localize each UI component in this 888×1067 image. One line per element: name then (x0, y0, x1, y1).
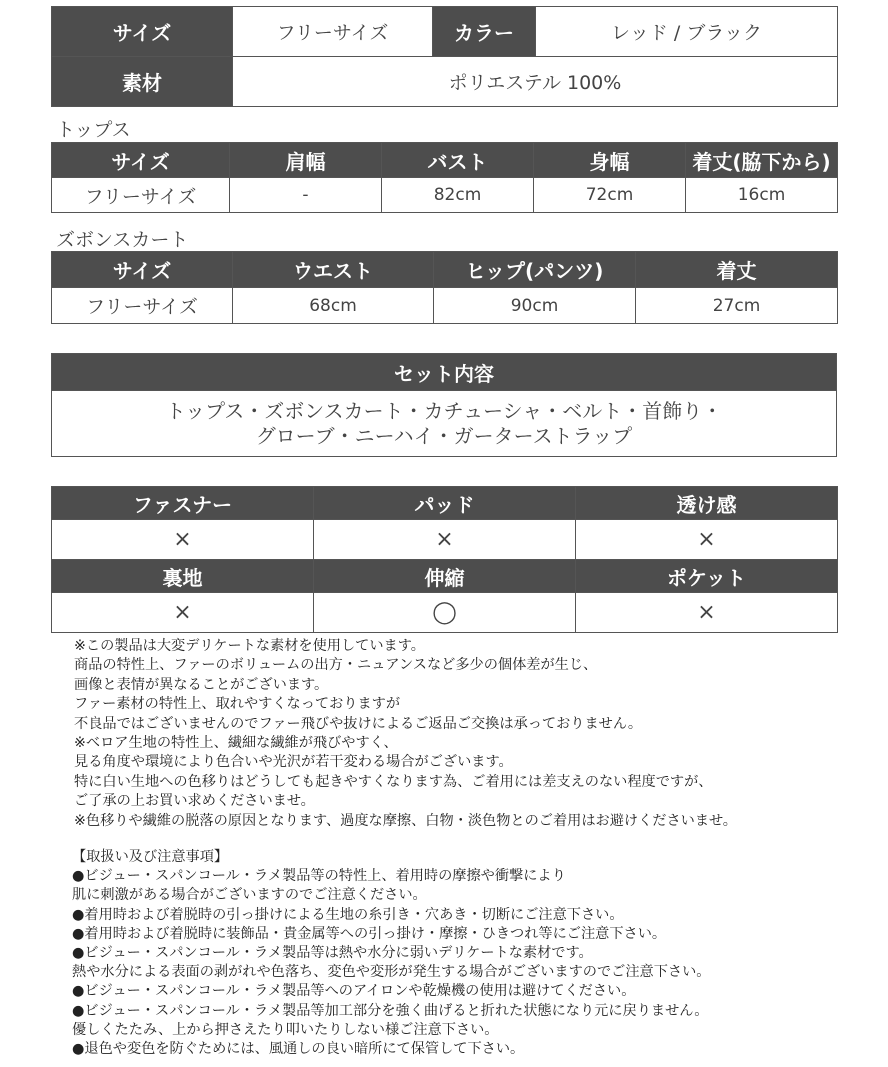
features-table (51, 486, 838, 633)
spec-row-material (52, 57, 838, 107)
feature-value-pocket: × (576, 593, 838, 633)
feature-header-lining: 裏地 (52, 560, 314, 593)
pants-header-length: 着丈 (636, 252, 838, 288)
product-notes (74, 637, 864, 831)
note-line: 見る角度や環境により色合いや光沢が若干変わる場合がございます。 (74, 754, 513, 771)
care-line: ●ビジュー・スパンコール・ラメ製品等加工部分を強く曲げると折れた状態になり元に戻りません。 (72, 1002, 709, 1019)
feature-value-zipper: × (52, 520, 314, 560)
tops-value-shoulder: - (230, 178, 382, 213)
care-line: ●ビジュー・スパンコール・ラメ製品等の特性上、着用時の摩擦や衝撃により (72, 868, 566, 885)
pants-size-table (51, 251, 838, 324)
size-label: サイズ (52, 7, 233, 57)
features-header-row-1 (52, 487, 838, 520)
spec-table (51, 6, 838, 107)
material-value: ポリエステル 100% (233, 57, 838, 107)
feature-header-pocket: ポケット (576, 560, 838, 593)
size-value: フリーサイズ (233, 7, 433, 57)
tops-value-length: 16cm (686, 178, 838, 213)
feature-header-sheer: 透け感 (576, 487, 838, 520)
pants-header-size: サイズ (52, 252, 233, 288)
color-label: カラー (433, 7, 536, 57)
tops-header-shoulder: 肩幅 (230, 143, 382, 178)
tops-header-row (52, 143, 838, 178)
feature-value-stretch: ◯ (314, 593, 576, 633)
care-line: ●着用時および着脱時に装飾品・貴金属等への引っ掛け・摩擦・ひきつれ等にご注意下さい。 (72, 925, 667, 942)
note-line: 商品の特性上、ファーのボリュームの出方・ニュアンスなど多少の個体差が生じ、 (74, 657, 598, 674)
feature-value-pad: × (314, 520, 576, 560)
tops-header-bust: バスト (382, 143, 534, 178)
pants-header-hip: ヒップ(パンツ) (434, 252, 636, 288)
tops-value-width: 72cm (534, 178, 686, 213)
set-contents (52, 391, 837, 457)
set-contents-line-2: グローブ・ニーハイ・ガーターストラップ (255, 423, 633, 448)
features-header-row-2 (52, 560, 838, 593)
feature-value-lining: × (52, 593, 314, 633)
features-value-row-1 (52, 520, 838, 560)
spec-row-size-color (52, 7, 838, 57)
set-value-row (52, 391, 837, 457)
note-line: ※この製品は大変デリケートな素材を使用しています。 (74, 638, 425, 654)
set-contents-table (51, 353, 837, 457)
tops-value-size: フリーサイズ (52, 178, 230, 213)
pants-header-waist: ウエスト (233, 252, 434, 288)
set-header: セット内容 (52, 354, 837, 391)
care-line: ●退色や変色を防ぐためには、風通しの良い暗所にて保管して下さい。 (72, 1041, 525, 1058)
color-value: レッド / ブラック (536, 7, 838, 57)
care-line: ●ビジュー・スパンコール・ラメ製品等は熱や水分に弱いデリケートな素材です。 (72, 945, 593, 962)
care-instructions (72, 848, 872, 1059)
note-line: 特に白い生地への色移りはどうしても起きやすくなります為、ご着用には差支えのない程度ですが、 (74, 773, 713, 790)
note-line: ファー素材の特性上、取れやすくなっておりますが (74, 696, 401, 713)
tops-value-row (52, 178, 838, 213)
feature-header-pad: パッド (314, 487, 576, 520)
tops-value-bust: 82cm (382, 178, 534, 213)
care-line: ●ビジュー・スパンコール・ラメ製品等へのアイロンや乾燥機の使用は避けてください。 (72, 983, 636, 1000)
pants-value-hip: 90cm (434, 288, 636, 324)
pants-header-row (52, 252, 838, 288)
note-line: ※色移りや繊維の脱落の原因となります、過度な摩擦、白物・淡色物とのご着用はお避けくださいませ。 (74, 812, 737, 829)
note-line: 画像と表情が異なることがございます。 (74, 676, 329, 693)
tops-header-width: 身幅 (534, 143, 686, 178)
features-value-row-2 (52, 593, 838, 633)
set-contents-line-1: トップス・ズボンスカート・カチューシャ・ベルト・首飾り・ (165, 398, 723, 423)
note-line: ご了承の上お買い求めくださいませ。 (74, 793, 315, 810)
feature-value-sheer: × (576, 520, 838, 560)
pants-value-waist: 68cm (233, 288, 434, 324)
note-line: ※ベロア生地の特性上、繊細な繊維が飛びやすく、 (74, 735, 398, 752)
care-heading: 【取扱い及び注意事項】 (72, 849, 229, 865)
pants-title: ズボンスカート (56, 229, 189, 251)
feature-header-stretch: 伸縮 (314, 560, 576, 593)
care-line: 熱や水分による表面の剥がれや色落ち、変色や変形が発生する場合がございますのでご注意下さい。 (72, 964, 711, 981)
tops-size-table (51, 142, 838, 213)
pants-value-length: 27cm (636, 288, 838, 324)
note-line: 不良品ではございませんのでファー飛びや抜けによるご返品ご交換は承っておりません。 (74, 715, 643, 732)
material-label: 素材 (52, 57, 233, 107)
care-line: ●着用時および着脱時の引っ掛けによる生地の糸引き・穴あき・切断にご注意下さい。 (72, 906, 624, 923)
pants-value-row (52, 288, 838, 324)
care-line: 肌に刺激がある場合がございますのでご注意ください。 (72, 887, 427, 904)
set-header-row (52, 354, 837, 391)
tops-header-size: サイズ (52, 143, 230, 178)
care-line: 優しくたたみ、上から押さえたり叩いたりしない様ご注意下さい。 (72, 1021, 499, 1038)
tops-title: トップス (56, 119, 131, 141)
tops-header-length: 着丈(脇下から) (686, 143, 838, 178)
pants-value-size: フリーサイズ (52, 288, 233, 324)
feature-header-zipper: ファスナー (52, 487, 314, 520)
